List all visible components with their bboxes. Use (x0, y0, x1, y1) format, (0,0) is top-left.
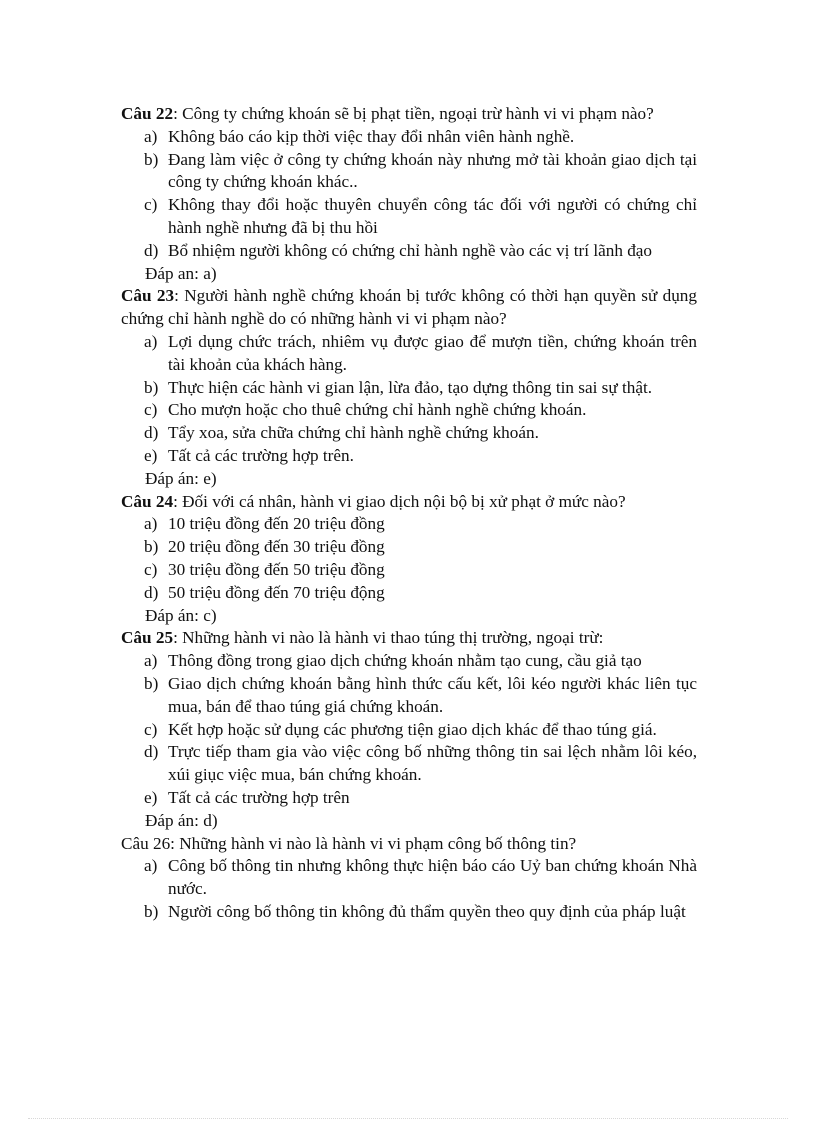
option-marker: c) (144, 719, 158, 739)
option-marker: b) (144, 149, 159, 169)
option-item (121, 673, 697, 719)
option-text: Lợi dụng chức trách, nhiêm vụ được giao để mượn tiền, chứng khoán trên tài khoản của khách hàng. (168, 331, 697, 374)
option-marker: d) (144, 582, 159, 602)
option-item (121, 331, 697, 377)
option-item (121, 536, 697, 559)
option-item (121, 559, 697, 582)
option-marker: b) (144, 673, 159, 693)
options-list (121, 331, 697, 468)
option-item (121, 422, 697, 445)
option-text: 20 triệu đồng đến 30 triệu đồng (168, 537, 385, 557)
question-block (121, 491, 697, 628)
question-block (121, 833, 697, 924)
answer-line: Đáp án: c) (145, 605, 217, 625)
option-item (121, 377, 697, 400)
question-text: Câu 22: Công ty chứng khoán sẽ bị phạt tiền, ngoại trừ hành vi vi phạm nào? (121, 104, 654, 123)
option-item (121, 741, 697, 787)
option-marker: d) (144, 742, 159, 762)
question-text: Câu 24: Đối với cá nhân, hành vi giao dịch nội bộ bị xử phạt ở mức nào? (121, 491, 626, 511)
answer-line: Đáp an: a) (145, 263, 217, 283)
option-text: Cho mượn hoặc cho thuê chứng chỉ hành nghề chứng khoán. (168, 400, 587, 420)
option-text: Thông đồng trong giao dịch chứng khoán nhằm tạo cung, cầu giả tạo (168, 651, 642, 671)
question-text: Câu 23: Người hành nghề chứng khoán bị tước không có thời hạn quyền sử dụng chứng chỉ hành nghề do có những hành vi vi phạm nào? (121, 286, 697, 329)
question-label: Câu 22 (121, 104, 174, 123)
question-label: Câu 24 (121, 491, 174, 511)
option-text: Tất cả các trường hợp trên. (168, 445, 354, 465)
option-marker: c) (144, 400, 158, 420)
option-item (121, 240, 697, 263)
option-item (121, 399, 697, 422)
page-footer-divider (28, 1118, 788, 1119)
option-text: Không thay đổi hoặc thuyên chuyển công tác đối với người có chứng chỉ hành nghề nhưng đã bị thu hồi (168, 195, 697, 237)
option-text: Người công bố thông tin không đủ thẩm quyền theo quy định của pháp luật (168, 901, 686, 921)
question-text: Câu 25: Những hành vi nào là hành vi thao túng thị trường, ngoại trừ: (121, 628, 604, 648)
option-item (121, 445, 697, 468)
question-block (121, 627, 697, 832)
option-text: Giao dịch chứng khoán bằng hình thức cấu kết, lôi kéo người khác liên tục mua, bán để thao túng giá chứng khoán. (168, 673, 697, 716)
option-text: Tẩy xoa, sửa chữa chứng chỉ hành nghề chứng khoán. (168, 423, 539, 443)
option-item (121, 582, 697, 605)
option-text: Kết hợp hoặc sử dụng các phương tiện giao dịch khác để thao túng giá. (168, 719, 657, 739)
option-item (121, 719, 697, 742)
question-block (121, 285, 697, 490)
option-marker: e) (144, 445, 158, 465)
answer-line: Đáp án: d) (145, 810, 218, 830)
option-item (121, 901, 697, 924)
option-marker: d) (144, 240, 159, 260)
option-text: Thực hiện các hành vi gian lận, lừa đảo, tạo dựng thông tin sai sự thật. (168, 377, 653, 397)
question-label: Câu 23 (121, 286, 175, 306)
option-marker: c) (144, 195, 158, 215)
option-item (121, 194, 697, 240)
option-item (121, 787, 697, 810)
option-marker: a) (144, 331, 158, 351)
option-item (121, 855, 697, 901)
options-list (121, 126, 697, 263)
options-list (121, 650, 697, 810)
option-text: Công bố thông tin nhưng không thực hiện báo cáo Uỷ ban chứng khoán Nhà nước. (168, 856, 697, 899)
question-label: Câu 26 (121, 833, 171, 853)
option-item (121, 650, 697, 673)
question-label: Câu 25 (121, 628, 174, 648)
option-marker: a) (144, 856, 158, 876)
option-marker: b) (144, 537, 159, 557)
option-marker: a) (144, 651, 158, 671)
option-marker: b) (144, 901, 159, 921)
options-list (121, 513, 697, 604)
option-text: Đang làm việc ở công ty chứng khoán này nhưng mở tài khoản giao dịch tại công ty chứng khoán khác.. (168, 149, 697, 192)
answer-line: Đáp án: e) (145, 468, 217, 488)
question-list (121, 103, 697, 924)
option-text: Tất cả các trường hợp trên (168, 787, 350, 807)
option-marker: e) (144, 787, 158, 807)
option-marker: c) (144, 559, 158, 579)
option-marker: a) (144, 126, 158, 146)
question-text: Câu 26: Những hành vi nào là hành vi vi phạm công bố thông tin? (121, 833, 577, 853)
option-text: Không báo cáo kịp thời việc thay đổi nhân viên hành nghề. (168, 126, 575, 146)
option-marker: a) (144, 514, 158, 534)
option-marker: b) (144, 377, 159, 397)
option-text: Trực tiếp tham gia vào việc công bố những thông tin sai lệch nhằm lôi kéo, xúi giục việc mua, bán chứng khoán. (168, 742, 697, 785)
option-text: 10 triệu đồng đến 20 triệu đồng (168, 514, 385, 534)
option-marker: d) (144, 423, 159, 443)
option-text: 30 triệu đồng đến 50 triệu đồng (168, 559, 385, 579)
option-item (121, 513, 697, 536)
question-block (121, 103, 697, 285)
option-text: Bổ nhiệm người không có chứng chỉ hành nghề vào các vị trí lãnh đạo (168, 240, 653, 260)
option-item (121, 149, 697, 195)
options-list (121, 855, 697, 923)
option-text: 50 triệu đồng đến 70 triệu động (168, 582, 385, 602)
option-item (121, 126, 697, 149)
